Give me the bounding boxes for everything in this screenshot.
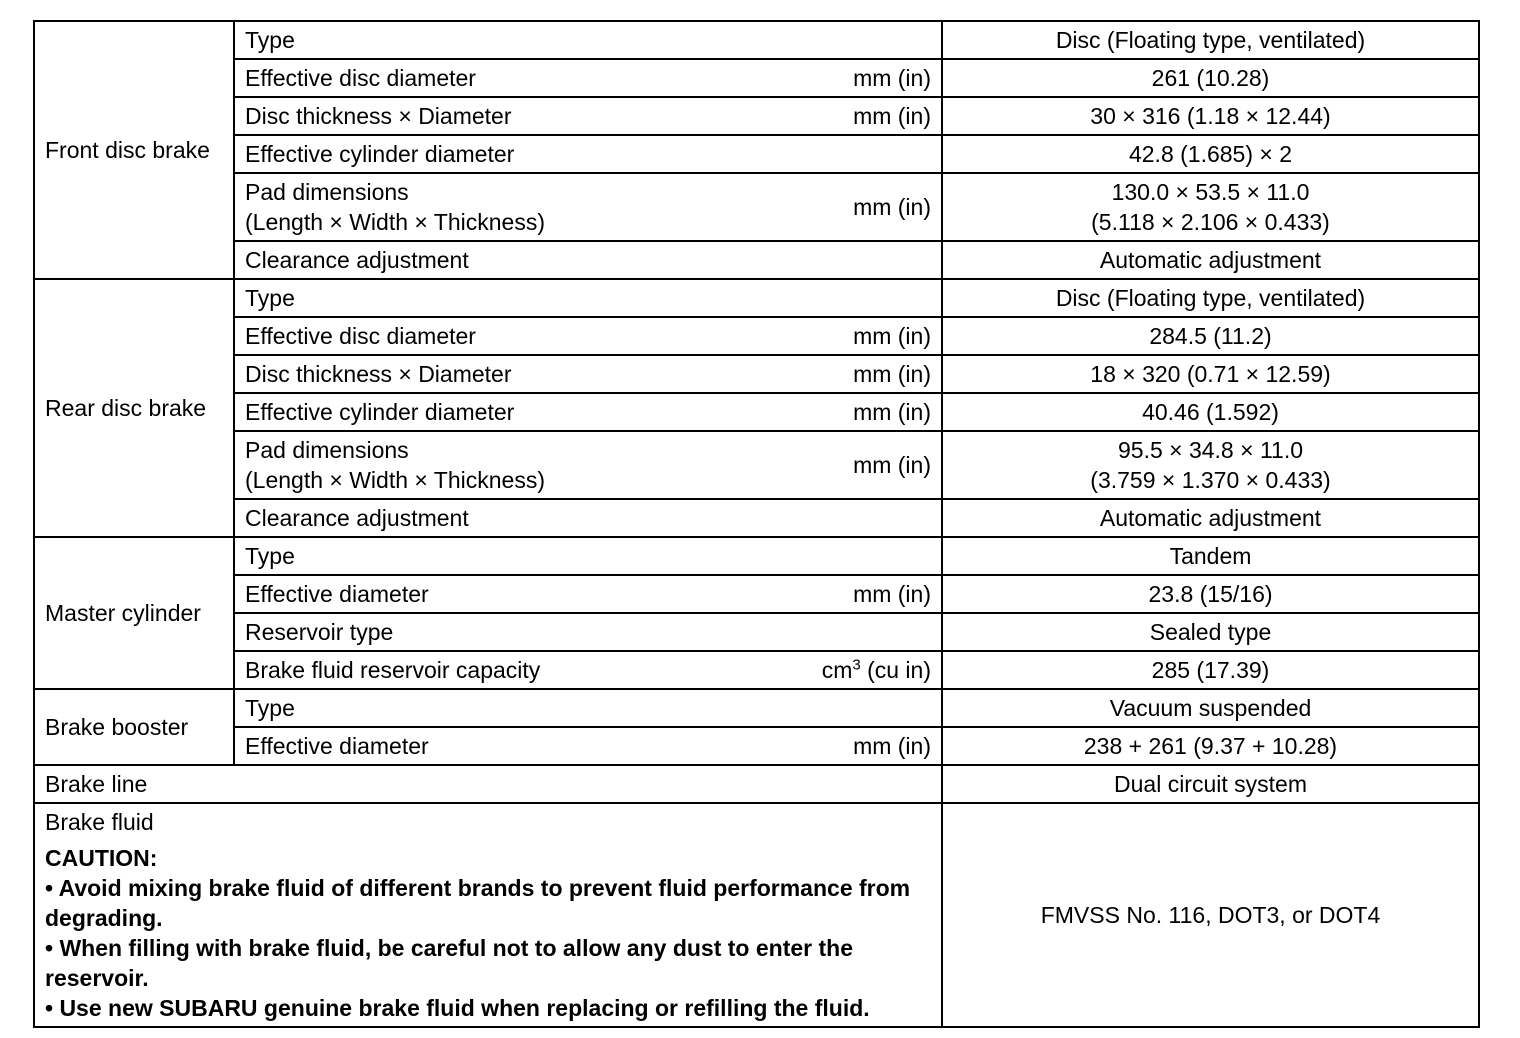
table-row bbox=[34, 279, 1479, 317]
spec-value: 261 (10.28) bbox=[942, 59, 1479, 97]
spec-value: 40.46 (1.592) bbox=[942, 393, 1479, 431]
spec-value: 42.8 (1.685) × 2 bbox=[942, 135, 1479, 173]
item-label: Effective cylinder diameter bbox=[245, 399, 515, 425]
table-row bbox=[34, 727, 1479, 765]
caution-heading: CAUTION: bbox=[45, 845, 158, 871]
spec-value: 130.0 × 53.5 × 11.0 bbox=[1111, 179, 1310, 205]
spec-value: Automatic adjustment bbox=[942, 241, 1479, 279]
spec-value-sub: (5.118 × 2.106 × 0.433) bbox=[1091, 209, 1330, 235]
category-rear-disc-brake: Rear disc brake bbox=[34, 279, 234, 537]
table-row bbox=[34, 241, 1479, 279]
unit-label bbox=[822, 655, 931, 685]
category-master-cylinder: Master cylinder bbox=[34, 537, 234, 689]
spec-value: Sealed type bbox=[942, 613, 1479, 651]
category-brake-fluid bbox=[34, 803, 942, 1027]
spec-value: Vacuum suspended bbox=[942, 689, 1479, 727]
spec-value: Dual circuit system bbox=[942, 765, 1479, 803]
spec-value-sub: (3.759 × 1.370 × 0.433) bbox=[1090, 467, 1331, 493]
table-row bbox=[34, 393, 1479, 431]
unit-rest: (cu in) bbox=[860, 657, 931, 683]
spec-value: 238 + 261 (9.37 + 10.28) bbox=[942, 727, 1479, 765]
unit-label: mm (in) bbox=[853, 194, 931, 220]
table-row bbox=[34, 355, 1479, 393]
caution-bullet: • Avoid mixing brake fluid of different brands to prevent fluid performance from degrading. bbox=[45, 875, 911, 931]
item-label: Effective diameter bbox=[245, 581, 429, 607]
unit-label: mm (in) bbox=[853, 581, 931, 607]
spec-value: Disc (Floating type, ventilated) bbox=[942, 21, 1479, 59]
table-row bbox=[34, 135, 1479, 173]
item-label: Effective diameter bbox=[245, 733, 429, 759]
spec-value: 30 × 316 (1.18 × 12.44) bbox=[942, 97, 1479, 135]
table-row bbox=[34, 765, 1479, 803]
item-label: Effective disc diameter bbox=[245, 65, 476, 91]
item-label: Effective cylinder diameter bbox=[245, 141, 515, 167]
table-row bbox=[34, 317, 1479, 355]
unit-label: mm (in) bbox=[853, 323, 931, 349]
unit-label: mm (in) bbox=[853, 361, 931, 387]
unit-label: mm (in) bbox=[853, 399, 931, 425]
table-row bbox=[34, 21, 1479, 59]
item-label: Type bbox=[245, 543, 295, 569]
unit-superscript: 3 bbox=[852, 656, 861, 674]
unit-label: mm (in) bbox=[853, 103, 931, 129]
spec-value: 285 (17.39) bbox=[942, 651, 1479, 689]
item-label: Brake fluid reservoir capacity bbox=[245, 657, 541, 683]
item-label: Pad dimensions bbox=[245, 437, 409, 463]
table-row bbox=[34, 689, 1479, 727]
category-brake-booster: Brake booster bbox=[34, 689, 234, 765]
unit-base: cm bbox=[821, 657, 853, 683]
table-row bbox=[34, 651, 1479, 689]
brake-spec-table bbox=[33, 20, 1480, 1028]
spec-value: 18 × 320 (0.71 × 12.59) bbox=[942, 355, 1479, 393]
caution-bullet: • Use new SUBARU genuine brake fluid when replacing or refilling the fluid. bbox=[45, 995, 870, 1021]
unit-label: mm (in) bbox=[853, 452, 931, 478]
table-row bbox=[34, 173, 1479, 241]
table-row bbox=[34, 575, 1479, 613]
spec-value: Disc (Floating type, ventilated) bbox=[942, 279, 1479, 317]
spec-value: Automatic adjustment bbox=[942, 499, 1479, 537]
table-row bbox=[34, 431, 1479, 499]
table-row bbox=[34, 613, 1479, 651]
table-row bbox=[34, 59, 1479, 97]
category-front-disc-brake: Front disc brake bbox=[34, 21, 234, 279]
item-label: Clearance adjustment bbox=[245, 247, 469, 273]
item-label: Type bbox=[245, 285, 295, 311]
item-label: Effective disc diameter bbox=[245, 323, 476, 349]
item-label: Type bbox=[245, 695, 295, 721]
item-label: Disc thickness × Diameter bbox=[245, 103, 512, 129]
item-label-sub: (Length × Width × Thickness) bbox=[245, 467, 545, 493]
table-row bbox=[34, 537, 1479, 575]
unit-label: mm (in) bbox=[853, 65, 931, 91]
item-label: Pad dimensions bbox=[245, 179, 409, 205]
item-label: Type bbox=[245, 27, 295, 53]
caution-bullet: • When filling with brake fluid, be careful not to allow any dust to enter the reservoir. bbox=[45, 935, 853, 991]
table-row bbox=[34, 97, 1479, 135]
spec-value: 284.5 (11.2) bbox=[942, 317, 1479, 355]
item-label: Disc thickness × Diameter bbox=[245, 361, 512, 387]
spec-value: Tandem bbox=[942, 537, 1479, 575]
item-label-sub: (Length × Width × Thickness) bbox=[245, 209, 545, 235]
item-label: Clearance adjustment bbox=[245, 505, 469, 531]
table-row bbox=[34, 803, 1479, 1027]
spec-value: FMVSS No. 116, DOT3, or DOT4 bbox=[942, 803, 1479, 1027]
unit-label: mm (in) bbox=[853, 733, 931, 759]
spec-value: 23.8 (15/16) bbox=[942, 575, 1479, 613]
spec-value: 95.5 × 34.8 × 11.0 bbox=[1117, 437, 1303, 463]
brake-fluid-label: Brake fluid bbox=[45, 809, 154, 835]
category-brake-line: Brake line bbox=[34, 765, 942, 803]
item-label: Reservoir type bbox=[245, 619, 394, 645]
table-row bbox=[34, 499, 1479, 537]
